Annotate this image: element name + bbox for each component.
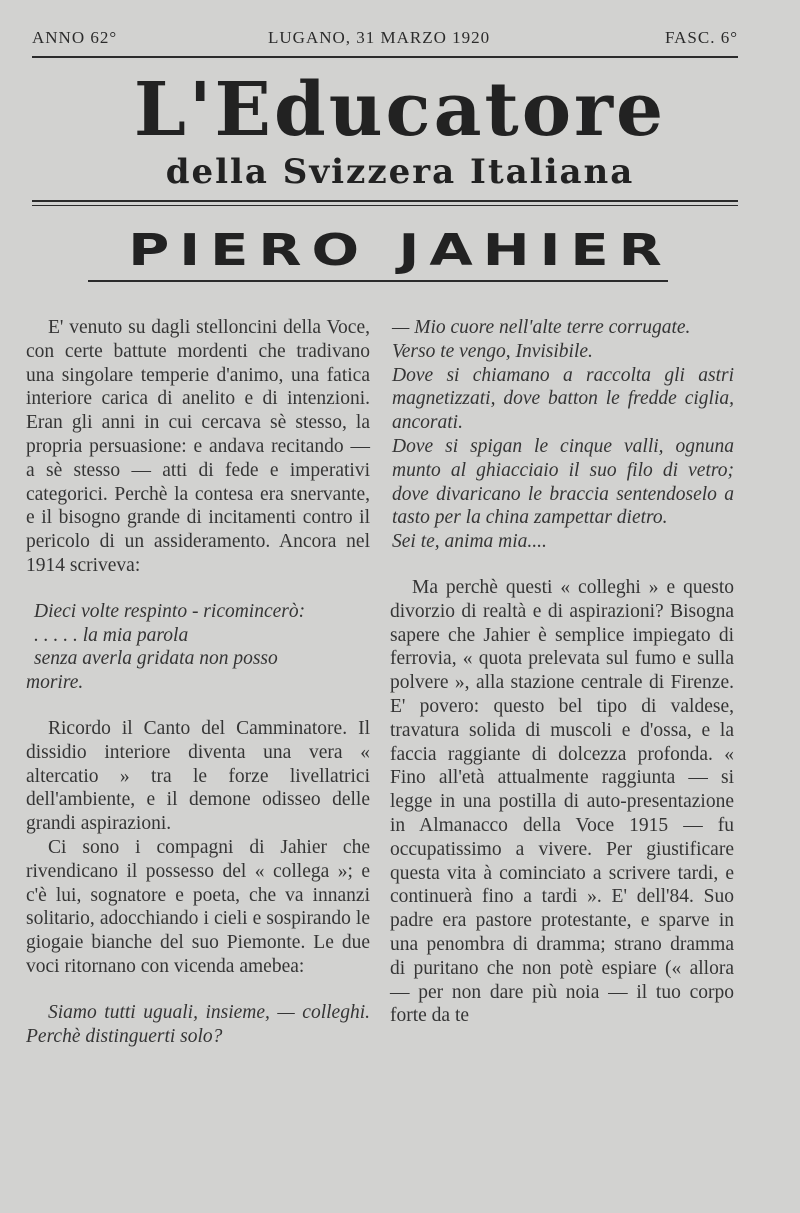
verse-line: morire. — [26, 672, 84, 694]
title-underline — [88, 280, 668, 282]
right-column — [390, 316, 734, 1028]
issue-number: FASC. 6° — [664, 28, 738, 47]
masthead-title: L'Educatore — [133, 67, 667, 153]
left-paragraph-1: E' venuto su dagli stelloncini della Voce, con certe battute mordenti che tradivano una singolare temperie d'animo, una fatica interiore carica di anelito e di intenzioni. Eran gli anni in cui cercava sè stesso, la propria persuasione: e andava recitando — a sè stesso — atti di fede e imperativi categorici. Perchè la contesa era snervante, e il bisogno grande di incitamenti contro il pericolo di un assideramento. Ancora nel 1914 scriveva: — [26, 317, 370, 576]
header-rule — [32, 56, 738, 58]
verse-line: Dieci volte respinto - ricomincerò: — [34, 600, 306, 622]
article-title: PIERO JAHIER — [128, 225, 672, 276]
verse-line: Dove si chiamano a raccolta gli astri magnetizzati, dove batton le fredde ciglia, ancorati. — [392, 364, 734, 434]
left-paragraph-3: Ci sono i compagni di Jahier che rivendicano il possesso del « collega »; e c'è lui, sognatore e poeta, che va innanzi solitario, adocchiando i cieli e sospirando le giogaie bianche del suo Piemonte. Le due voci ritornano con vicenda amebea: — [26, 836, 370, 977]
masthead-rule-bottom — [32, 205, 738, 206]
verse-line: Siamo tutti uguali, insieme, — colleghi. Perchè distinguerti solo? — [26, 1001, 370, 1047]
right-paragraph-1: Ma perchè questi « colleghi » e questo divorzio di realtà e di aspirazioni? Bisogna sapere che Jahier è semplice impiegato di ferrovia, « quota prelevata sul fumo e sulla polvere », alla stazione centrale di Firenze. E' povero: questo bel tipo di valdese, travatura solida di muscoli e d'ossa, e la faccia raggiante di dolcezza profonda. « Fino all'età attualmente raggiunta — si legge in una postilla di auto-presentazione in Almanacco della Voce 1915 — fu occupatissimo a vivere. Per giustificare questa vita à cominciato a scrivere tardi, e continuerà fino a tardi ». E' dell'84. Suo padre era pastore protestante, e sparve in una penombra di dramma; strano dramma di puritano che non potè espiare (« allora — per non dare più noia — il tuo corpo forte da te — [390, 576, 734, 1027]
verse-line: Sei te, anima mia.... — [392, 531, 547, 553]
verse-line: Dove si spigan le cinque valli, ognuna munto al ghiacciaio il suo filo di vetro; dove divaricano le braccia sentendoselo a tasto per la china zampettar dietro. — [392, 435, 734, 529]
verse-line: senza averla gridata non posso — [34, 648, 278, 670]
masthead-subtitle: della Svizzera Italiana — [165, 152, 635, 192]
volume-number: ANNO 62° — [32, 28, 118, 47]
masthead-rule-top — [32, 200, 738, 202]
left-paragraph-2: Ricordo il Canto del Camminatore. Il dissidio interiore diventa una vera « altercatio » tra le forze livellatrici dell'ambiente, e il demone odisseo delle grandi aspirazioni. — [26, 717, 370, 835]
verse-line: — Mio cuore nell'alte terre corrugate. — [392, 317, 691, 338]
left-column — [26, 316, 370, 1048]
verse-line: . . . . . la mia parola — [34, 624, 189, 646]
page-header — [32, 28, 738, 54]
place-and-date: LUGANO, 31 MARZO 1920 — [268, 28, 491, 47]
verse-line: Verso te vengo, Invisibile. — [392, 340, 593, 362]
